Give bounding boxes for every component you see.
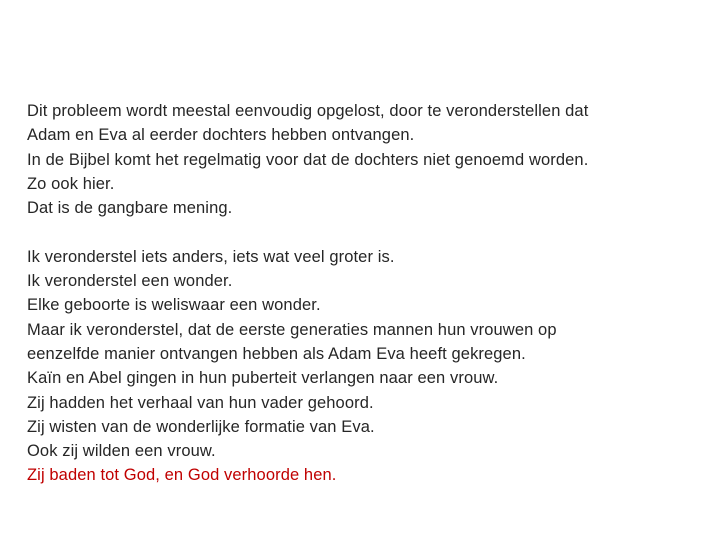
text-line: eenzelfde manier ontvangen hebben als Adam Eva heeft gekregen. [27,344,526,363]
text-line: Ik veronderstel een wonder. [27,272,233,291]
text-line: Elke geboorte is weliswaar een wonder. [27,296,321,315]
text-line: Zo ook hier. [27,174,115,193]
text-line: Zij wisten van de wonderlijke formatie van Eva. [27,417,375,436]
text-line: Maar ik veronderstel, dat de eerste generaties mannen hun vrouwen op [27,320,557,339]
paragraph-spacer [27,220,707,244]
text-line: Adam en Eva al eerder dochters hebben ontvangen. [27,126,415,145]
text-line: Dit probleem wordt meestal eenvoudig opgelost, door te veronderstellen dat [27,102,589,120]
slide-body-text [27,99,707,488]
text-line: Ook zij wilden een vrouw. [27,442,216,461]
text-line: Kaïn en Abel gingen in hun puberteit verlangen naar een vrouw. [27,369,499,388]
text-line: Zij hadden het verhaal van hun vader gehoord. [27,393,374,412]
text-line: Ik veronderstel iets anders, iets wat veel groter is. [27,247,395,266]
highlighted-text-line: Zij baden tot God, en God verhoorde hen. [27,466,337,485]
text-line: Dat is de gangbare mening. [27,199,233,218]
text-line: In de Bijbel komt het regelmatig voor dat de dochters niet genoemd worden. [27,150,589,169]
